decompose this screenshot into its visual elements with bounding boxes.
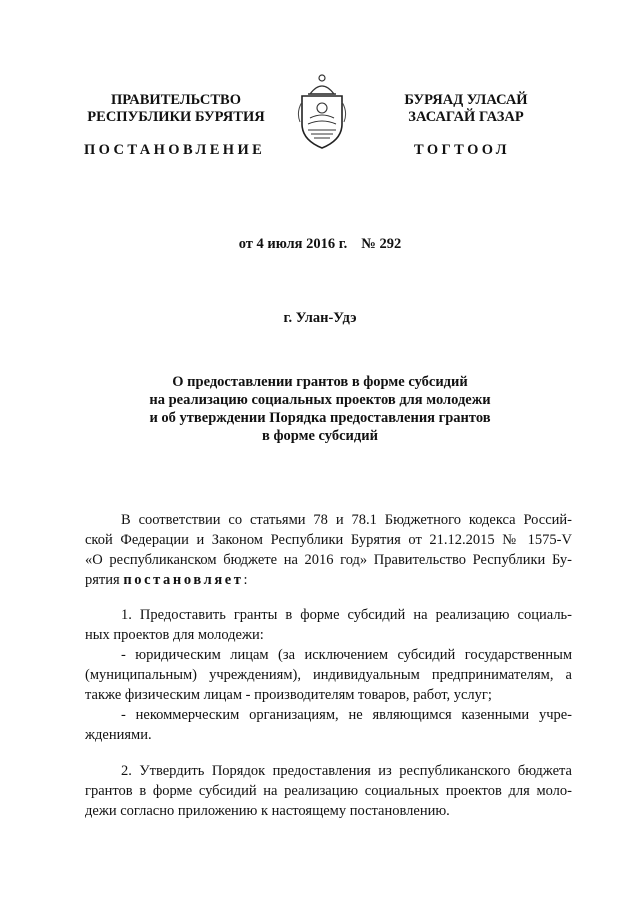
item-2-paragraph	[85, 761, 572, 821]
decree-date: от 4 июля 2016 г.	[238, 236, 348, 252]
header-left-line-1: ПРАВИТЕЛЬСТВО	[111, 92, 241, 108]
item-1-line-7: ждениями.	[85, 727, 152, 743]
header-government-bua	[386, 92, 546, 126]
decree-label-ru: ПОСТАНОВЛЕНИЕ	[84, 142, 266, 158]
item-2-line-2: грантов в форме субсидий на реализацию социальных проектов для моло-	[85, 783, 572, 799]
title-line-1: О предоставлении грантов в форме субсидий	[172, 374, 468, 390]
preamble-line-4	[85, 570, 572, 590]
item-1-line-4: (муниципальным) учреждениям), индивидуальным предпринимателям, а	[85, 667, 572, 683]
title-line-2: на реализацию социальных проектов для молодежи	[149, 392, 491, 408]
item-1-line-3: - юридическим лицам (за исключением субсидий государственным	[121, 647, 572, 663]
item-1-line-6: - некоммерческим организациям, не являющимся казенными учре-	[121, 707, 572, 723]
title-line-3: и об утверждении Порядка предоставления грантов	[149, 410, 491, 426]
preamble-line-3: «О республиканском бюджете на 2016 год» Правительство Республики Бу-	[85, 552, 572, 568]
decree-title	[120, 373, 520, 445]
header-right-line-2: ЗАСАГАЙ ГАЗАР	[408, 109, 524, 125]
decree-date-line	[0, 236, 640, 253]
item-2-line-3: дежи согласно приложению к настоящему постановлению.	[85, 803, 450, 819]
resolution-keyword: постановляет	[123, 572, 244, 588]
decree-number: № 292	[361, 236, 402, 252]
header-left-line-2: РЕСПУБЛИКИ БУРЯТИЯ	[87, 109, 265, 125]
decree-label-bua: ТОГТООЛ	[414, 142, 510, 158]
item-1-line-2: ных проектов для молодежи:	[85, 627, 264, 643]
preamble-line-1: В соответствии со статьями 78 и 78.1 Бюджетного кодекса Россий-	[121, 512, 572, 528]
preamble-paragraph	[85, 510, 572, 590]
preamble-line-2: ской Федерации и Законом Республики Бурятия от 21.12.2015 № 1575-V	[85, 532, 572, 548]
item-1-paragraph	[85, 605, 572, 745]
preamble-line-4-suffix: :	[243, 572, 248, 588]
item-2-line-1: 2. Утвердить Порядок предоставления из республиканского бюджета	[121, 763, 572, 779]
item-1-line-5: также физическим лицам - производителям товаров, работ, услуг;	[85, 687, 492, 703]
item-1-line-1: 1. Предоставить гранты в форме субсидий на реализацию социаль-	[121, 607, 572, 623]
coat-of-arms-icon	[296, 72, 348, 152]
header-right-line-1: БУРЯАД УЛАСАЙ	[404, 92, 528, 108]
header-government-ru	[86, 92, 266, 126]
preamble-line-4-prefix: рятия	[85, 572, 120, 588]
title-line-4: в форме субсидий	[262, 428, 378, 444]
decree-city: г. Улан-Удэ	[283, 310, 357, 326]
